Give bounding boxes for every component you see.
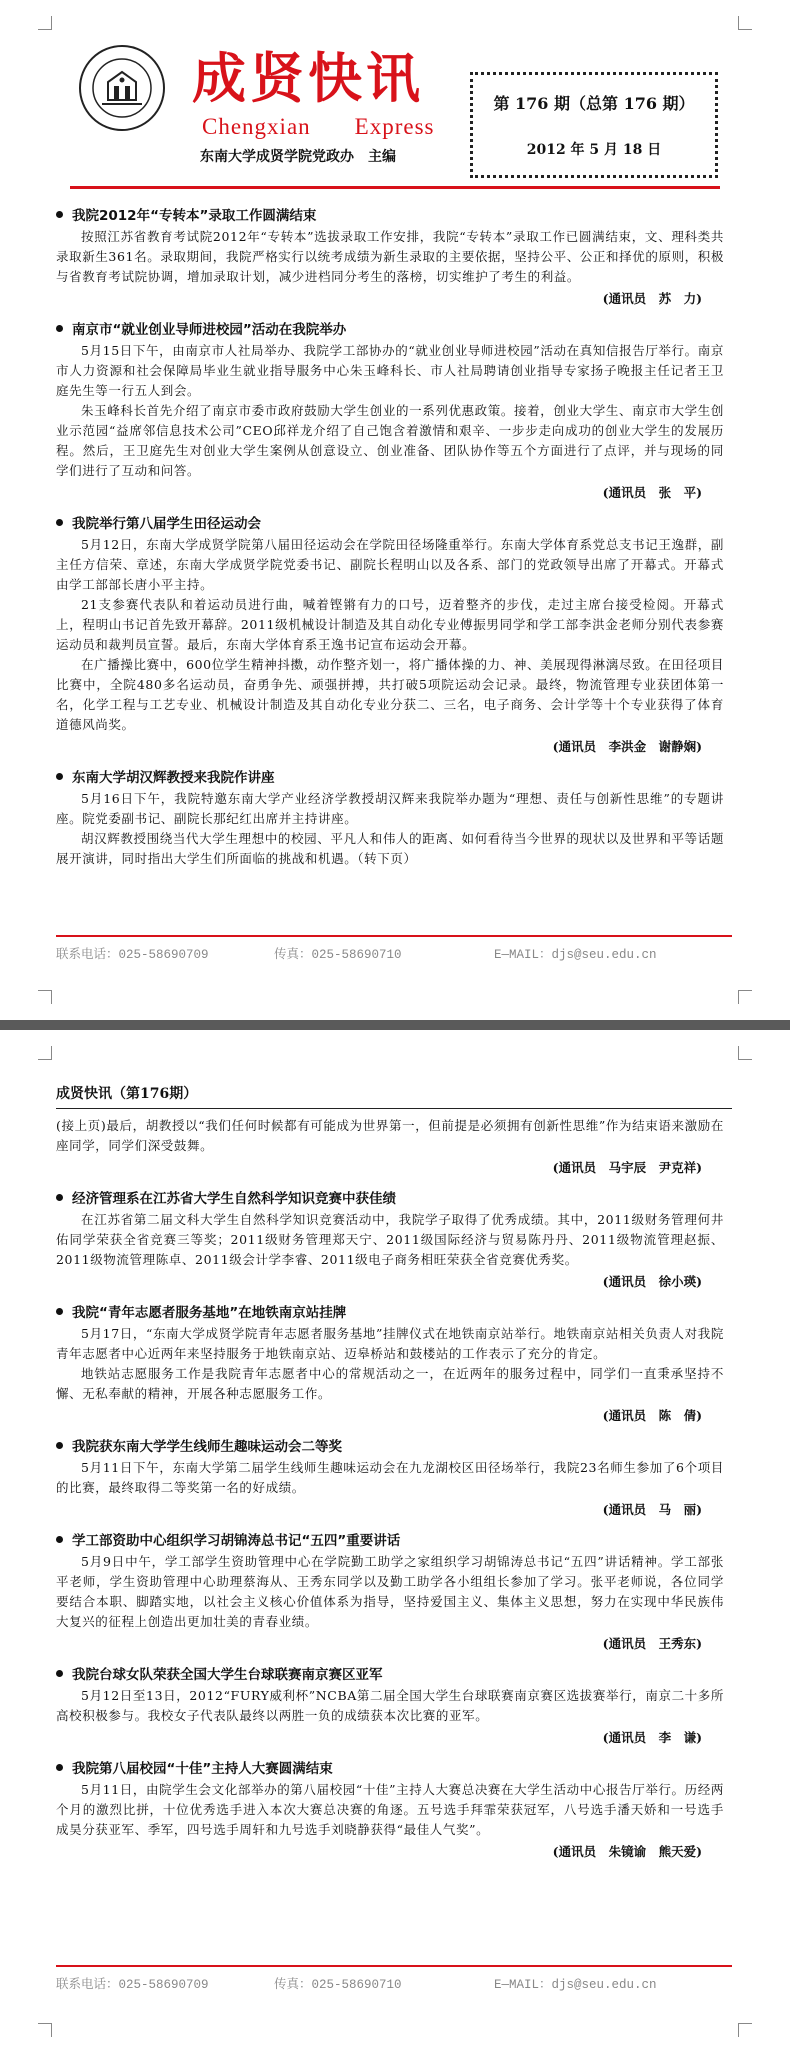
crop-mark (738, 16, 752, 30)
reporter-credit: (通讯员 苏 力) (602, 291, 702, 306)
crop-mark (38, 1046, 52, 1060)
crop-mark (738, 1046, 752, 1060)
page-1-content (56, 205, 724, 877)
news-article (56, 1758, 724, 1864)
newsletter-title-en (202, 114, 478, 140)
article-paragraph: 地铁站志愿服务工作是我院青年志愿者中心的常规活动之一，在近两年的服务过程中，同学们一直秉承坚持不懈、无私奉献的精神，开展各种志愿服务工作。 (56, 1366, 724, 1401)
crop-mark (38, 2023, 52, 2037)
article-paragraph: 5月17日，“东南大学成贤学院青年志愿者服务基地”挂牌仪式在地铁南京站举行。地铁南京站相关负责人对我院青年志愿者中心近两年来坚持服务于地铁南京站、迈皋桥站和鼓楼站的工作表示了充分的肯定。 (56, 1326, 724, 1361)
crop-mark (38, 16, 52, 30)
news-article (56, 205, 724, 311)
footer-fax: 传真：025-58690710 (274, 948, 402, 962)
bullet-icon (56, 1670, 63, 1677)
page-2-content (56, 1116, 724, 1872)
news-article (56, 1530, 724, 1656)
bullet-icon (56, 773, 63, 780)
article-headline (56, 1530, 724, 1552)
reporter-credit: (通讯员 李洪金 谢静娴) (552, 739, 702, 754)
footer (56, 935, 732, 962)
masthead-rule (70, 186, 720, 189)
article-headline (56, 1188, 724, 1210)
title-en-word: Express (354, 114, 435, 139)
headline-text: 东南大学胡汉辉教授来我院作讲座 (72, 770, 275, 786)
bullet-icon (56, 1194, 63, 1201)
page-1 (0, 0, 790, 1020)
continuation-article (56, 1116, 724, 1180)
article-headline (56, 1758, 724, 1780)
bullet-icon (56, 325, 63, 332)
headline-text: 学工部资助中心组织学习胡锦涛总书记“五四”重要讲话 (72, 1533, 401, 1549)
headline-text: 经济管理系在江苏省大学生自然科学知识竞赛中获佳绩 (72, 1191, 396, 1207)
bullet-icon (56, 1308, 63, 1315)
news-article (56, 1664, 724, 1750)
article-paragraph: 5月12日，东南大学成贤学院第八届田径运动会在学院田径场隆重举行。东南大学体育系党总支书记王逸群，副主任方信荣、章述，东南大学成贤学院党委书记、副院长程明山以及各系、部门的党政领导出席了开幕式。开幕式由学工部部长唐小平主持。 (56, 537, 724, 592)
running-head-rule (56, 1108, 732, 1109)
article-headline (56, 513, 724, 535)
masthead (70, 38, 720, 173)
issue-date: 2012 年 5 月 18 日 (526, 142, 662, 158)
article-paragraph: 按照江苏省教育考试院2012年“专转本”选拔录取工作安排，我院“专转本”录取工作已圆满结束，文、理科类共录取新生361名。录取期间，我院严格实行以统考成绩为新生录取的主要依据，坚持公平、公正和择优的原则，积极与省教育考试院协调，增加录取计划，减少进档同分考生的落榜，切实维护了考生的利益。 (56, 229, 724, 284)
title-en-word: Chengxian (202, 114, 311, 139)
article-paragraph: 21支参赛代表队和着运动员进行曲，喊着铿锵有力的口号，迈着整齐的步伐，走过主席台接受检阅。开幕式上，程明山书记首先致开幕辞。2011级机械设计制造及其自动化专业傅振男同学和学工部李洪金老师分别代表参赛运动员和裁判员宣誓。最后，东南大学体育系王逸书记宣布运动会开幕。 (56, 597, 724, 652)
article-headline (56, 1664, 724, 1686)
bullet-icon (56, 1764, 63, 1771)
newsletter-title: 成贤快讯 (192, 46, 424, 110)
issue-box (470, 72, 718, 178)
news-article (56, 1188, 724, 1294)
headline-text: 我院台球女队荣获全国大学生台球联赛南京赛区亚军 (72, 1667, 383, 1683)
bullet-icon (56, 519, 63, 526)
reporter-credit: (通讯员 张 平) (602, 485, 702, 500)
reporter-credit: (通讯员 马 丽) (602, 1502, 702, 1517)
footer-rule (56, 1965, 732, 1967)
article-paragraph: 5月11日，由院学生会文化部举办的第八届校园“十佳”主持人大赛总决赛在大学生活动中心报告厅举行。历经两个月的激烈比拼，十位优秀选手进入本次大赛总决赛的角逐。五号选手拜霏荣获冠军，八号选手潘天娇和一号选手成昊分获亚军、季军，四号选手周轩和九号选手刘晓静获得“最佳人气奖”。 (56, 1782, 724, 1837)
reporter-credit: (通讯员 王秀东) (602, 1636, 702, 1651)
news-article (56, 1436, 724, 1522)
headline-text: 我院“青年志愿者服务基地”在地铁南京站挂牌 (72, 1305, 347, 1321)
crop-mark (738, 2023, 752, 2037)
headline-text: 我院2012年“专转本”录取工作圆满结束 (72, 208, 317, 224)
article-paragraph: 5月16日下午，我院特邀东南大学产业经济学教授胡汉辉来我院举办题为“理想、责任与创新性思维”的专题讲座。院党委副书记、副院长那纪红出席并主持讲座。 (56, 791, 724, 826)
footer-email: E—MAIL：djs@seu.edu.cn (494, 1978, 657, 1992)
news-article (56, 767, 724, 869)
running-head: 成贤快讯（第176期） (56, 1086, 198, 1102)
footer-phone: 联系电话：025-58690709 (56, 948, 209, 962)
reporter-credit: (通讯员 马宇辰 尹克祥) (552, 1160, 702, 1175)
article-headline (56, 205, 724, 227)
bullet-icon (56, 211, 63, 218)
footer (56, 1965, 732, 1992)
reporter-credit: (通讯员 李 谦) (602, 1730, 702, 1745)
news-article (56, 513, 724, 759)
crop-mark (38, 990, 52, 1004)
editor-line: 东南大学成贤学院党政办 主编 (200, 149, 396, 165)
crop-mark (738, 990, 752, 1004)
headline-text: 我院举行第八届学生田径运动会 (72, 516, 261, 532)
article-headline (56, 767, 724, 789)
article-paragraph: 5月9日中午，学工部学生资助管理中心在学院勤工助学之家组织学习胡锦涛总书记“五四”讲话精神。学工部张平老师，学生资助管理中心助理蔡海从、王秀东同学以及勤工助学各小组组长参加了学习。张平老师说，各位同学要结合本职、脚踏实地，以社会主义核心价值体系为指导，坚持爱国主义、集体主义思想，努力在实现中华民族伟大复兴的征程上创造出更加壮美的青春业绩。 (56, 1554, 724, 1629)
university-seal-icon (78, 44, 166, 132)
reporter-credit: (通讯员 朱镜谕 熊天爱) (552, 1844, 702, 1859)
footer-phone: 联系电话：025-58690709 (56, 1978, 209, 1992)
footer-rule (56, 935, 732, 937)
headline-text: 南京市“就业创业导师进校园”活动在我院举办 (72, 322, 347, 338)
article-paragraph: 5月15日下午，由南京市人社局举办、我院学工部协办的“就业创业导师进校园”活动在真知信报告厅举行。南京市人力资源和社会保障局毕业生就业指导服务中心朱玉峰科长、市人社局聘请创业指导专家扬子晚报主任记者王卫庭先生等一行五人到会。 (56, 343, 724, 398)
issue-number: 第 176 期（总第 176 期） (493, 94, 695, 113)
article-paragraph: (接上页)最后，胡教授以“我们任何时候都有可能成为世界第一，但前提是必须拥有创新性思维”作为结束语来激励在座同学，同学们深受鼓舞。 (56, 1118, 724, 1153)
article-paragraph: 朱玉峰科长首先介绍了南京市委市政府鼓励大学生创业的一系列优惠政策。接着，创业大学生、南京市大学生创业示范园“益席邻信息技术公司”CEO邱祥龙介绍了自己饱含着激情和艰辛、一步步走向成功的创业大学生的发展历程。然后，王卫庭先生对创业大学生案例从创意设立、创业准备、团队协作等五个方面进行了点评，并与现场的同学们进行了互动和问答。 (56, 403, 724, 478)
reporter-credit: (通讯员 陈 倩) (602, 1408, 702, 1423)
reporter-credit: (通讯员 徐小瑛) (602, 1274, 702, 1289)
bullet-icon (56, 1536, 63, 1543)
article-paragraph: 在广播操比赛中，600位学生精神抖擞，动作整齐划一，将广播体操的力、神、美展现得淋漓尽致。在田径项目比赛中，全院480多名运动员，奋勇争先、顽强拼搏，共打破5项院运动会记录。最终，物流管理专业获团体第一名，化学工程与工艺专业、机械设计制造及其自动化专业分获二、三名，电子商务、会计学等十个专业获得了体育道德风尚奖。 (56, 657, 724, 732)
article-headline (56, 319, 724, 341)
news-article (56, 1302, 724, 1428)
news-article (56, 319, 724, 505)
article-paragraph: 5月11日下午，东南大学第二届学生线师生趣味运动会在九龙湖校区田径场举行，我院23名师生参加了6个项目的比赛，最终取得二等奖第一名的好成绩。 (56, 1460, 724, 1495)
headline-text: 我院获东南大学学生线师生趣味运动会二等奖 (72, 1439, 342, 1455)
article-paragraph: 5月12日至13日，2012“FURY威利杯”NCBA第二届全国大学生台球联赛南京赛区选拔赛举行，南京二十多所高校积极参与。我校女子代表队最终以两胜一负的成绩获本次比赛的亚军。 (56, 1688, 724, 1723)
bullet-icon (56, 1442, 63, 1449)
article-paragraph: 在江苏省第二届文科大学生自然科学知识竞赛活动中，我院学子取得了优秀成绩。其中，2011级财务管理何井佑同学荣获全省竞赛三等奖；2011级财务管理郑天宁、2011级国际经济与贸易陈丹丹、2011级物流管理赵振、2011级物流管理陈卓、2011级会计学李睿、2011级电子商务相旺荣获全省竞赛优秀奖。 (56, 1212, 724, 1267)
headline-text: 我院第八届校园“十佳”主持人大赛圆满结束 (72, 1761, 333, 1777)
footer-email: E—MAIL：djs@seu.edu.cn (494, 948, 657, 962)
article-headline (56, 1436, 724, 1458)
article-headline (56, 1302, 724, 1324)
article-paragraph: 胡汉辉教授围绕当代大学生理想中的校园、平凡人和伟人的距离、如何看待当今世界的现状以及世界和平等话题展开演讲，同时指出大学生们所面临的挑战和机遇。（转下页） (56, 831, 724, 866)
footer-fax: 传真：025-58690710 (274, 1978, 402, 1992)
page-2 (0, 1030, 790, 2053)
